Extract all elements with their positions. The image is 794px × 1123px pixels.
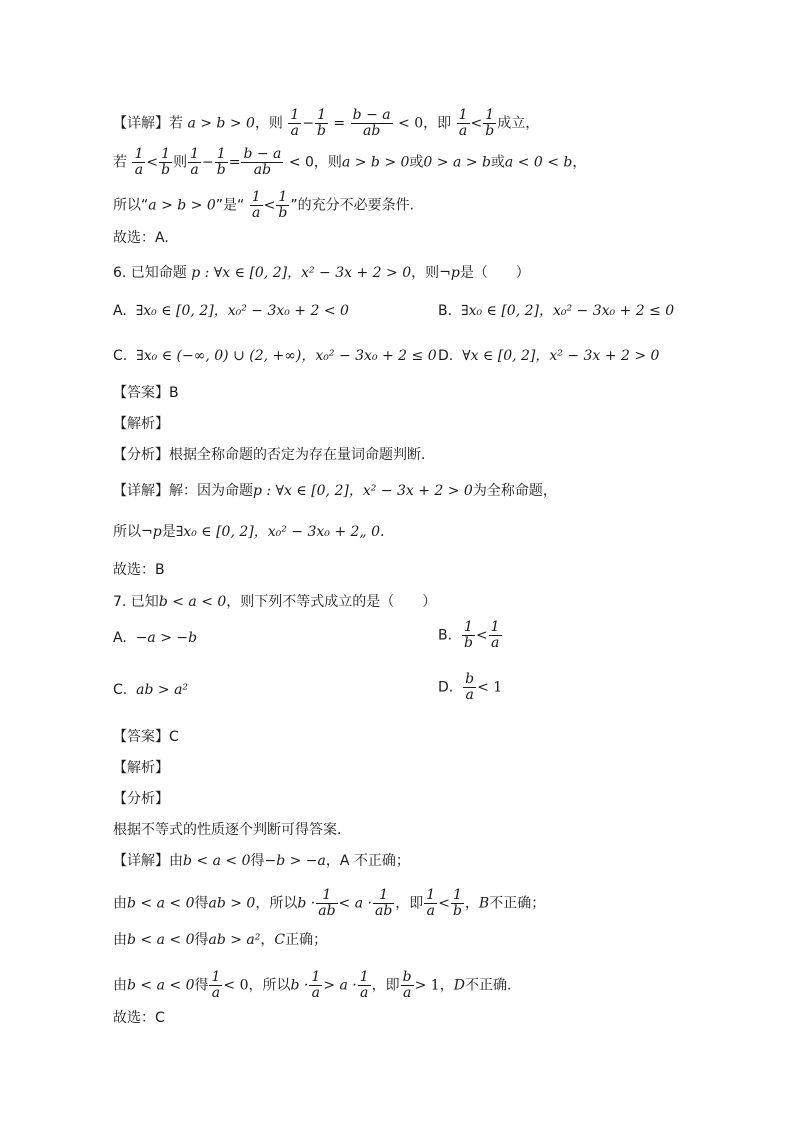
- q7-analysis: 根据不等式的性质逐个判断可得答案.: [113, 822, 342, 838]
- q6-analysis: 【分析】根据全称命题的否定为存在量词命题判断.: [113, 447, 426, 463]
- explanation-line-1: 【详解】若 a > b > 0，则 $\frac{1}{a}$ − $\frac{1}{b}$ = $\frac{b - a}{ab}$ < 0，即 $\frac{1}{a}$ < $\frac{1}{b}$ 成立，: [113, 107, 540, 139]
- explanation-line-3: 所以“a > b > 0”是“ $\frac{1}{a}$ < $\frac{1}{b}$ ”的充分不必要条件.: [113, 189, 415, 221]
- q7-answer: 【答案】C: [113, 729, 179, 745]
- q6-detail: 【详解】解：因为命题p : ∀x ∈ [0, 2]，x² − 3x + 2 > 0为全称命题，: [113, 483, 557, 499]
- explanation-line-2: 若 $\frac{1}{a}$ < $\frac{1}{b}$ 则 $\frac{1}{a}$ − $\frac{1}{b}$ = $\frac{b - a}{ab}$ < 0，则a > b > 0或0 > a > b或a < 0 < b，: [113, 146, 587, 178]
- q7-detail-3: 由b < a < 0得ab > a²，C正确；: [113, 932, 328, 948]
- q7-detail-2: 由b < a < 0得ab > 0，所以b · $\frac{1}{ab}$ < a · $\frac{1}{ab}$ ，即 $\frac{1}{a}$ < $\frac{1}{b}$ ，B不正确；: [113, 887, 546, 919]
- q7-detail-4: 由b < a < 0得 $\frac{1}{a}$ < 0，所以b · $\frac{1}{a}$ > a · $\frac{1}{a}$ ，即 $\frac{b}{a}$ > 1，D不正确.: [113, 969, 512, 1001]
- q7-analysis-label: 【分析】: [113, 791, 169, 807]
- q6-option-d: D. ∀x ∈ [0, 2]，x² − 3x + 2 > 0: [438, 348, 660, 364]
- q6-option-a: A. ∃x₀ ∈ [0, 2]，x₀² − 3x₀ + 2 < 0: [113, 303, 349, 319]
- q6-analysis-heading: 【解析】: [113, 416, 169, 432]
- question-7-stem: 7. 已知b < a < 0，则下列不等式成立的是（ ）: [113, 594, 437, 610]
- answer-choice-line: 故选：A.: [113, 230, 169, 246]
- q7-detail-1: 【详解】由b < a < 0得−b > −a，A 不正确；: [113, 853, 410, 869]
- q6-option-c: C. ∃x₀ ∈ (−∞, 0) ∪ (2, +∞)，x₀² − 3x₀ + 2 ≤ 0: [113, 348, 437, 364]
- q6-therefore: 所以¬p是∃x₀ ∈ [0, 2]，x₀² − 3x₀ + 2„ 0.: [113, 524, 385, 540]
- q7-choice: 故选：C: [113, 1010, 165, 1026]
- q7-option-c: C. ab > a²: [113, 682, 189, 698]
- q7-analysis-heading: 【解析】: [113, 760, 169, 776]
- q7-option-d: D. $\frac{b}{a}$ < 1: [438, 671, 503, 703]
- question-6-stem: 6. 已知命题 p : ∀x ∈ [0, 2]，x² − 3x + 2 > 0，则¬p是（ ）: [113, 265, 530, 281]
- q6-choice: 故选：B: [113, 562, 165, 578]
- q7-option-b: B. $\frac{1}{b}$ < $\frac{1}{a}$: [438, 619, 500, 651]
- q7-option-a: A. −a > −b: [113, 630, 198, 646]
- q6-answer: 【答案】B: [113, 385, 179, 401]
- q6-option-b: B. ∃x₀ ∈ [0, 2]，x₀² − 3x₀ + 2 ≤ 0: [438, 303, 675, 319]
